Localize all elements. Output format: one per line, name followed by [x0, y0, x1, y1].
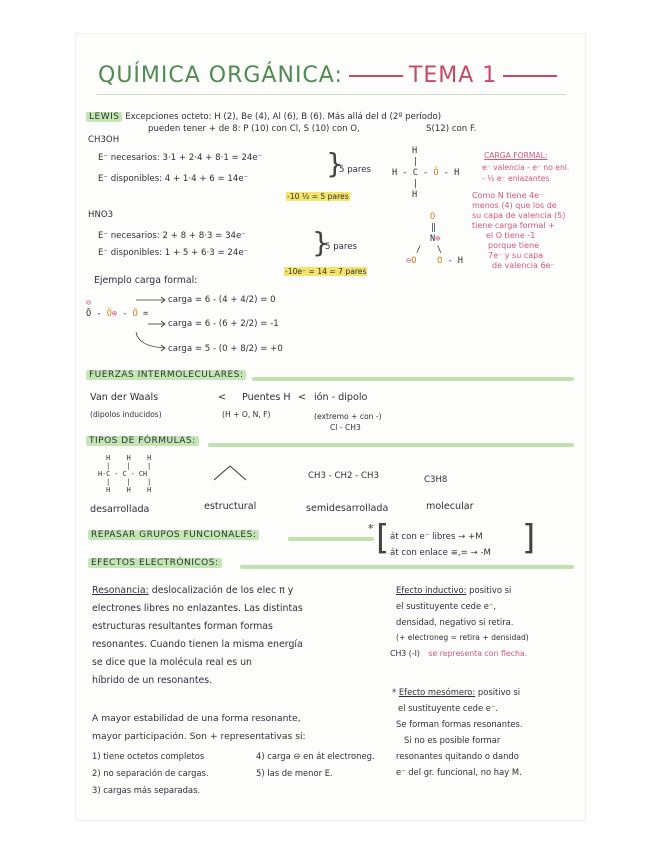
formulas-heading-text: TIPOS DE FÓRMULAS:	[86, 436, 199, 446]
list-right-0: 4) carga ⊖ en át electroneg.	[256, 751, 375, 761]
ozone-structure: ⊖ Ō - Ö⊕ - Ö =	[86, 298, 149, 319]
struct-main-row: H - C - Ö - H	[392, 168, 460, 178]
hno3-e-necesarios: E⁻ necesarios: 2 + 8 + 8·3 = 34e⁻	[98, 231, 246, 241]
carga-formula-1: carga = 6 - (4 + 4/2) = 0	[168, 295, 276, 305]
fuerza-lt-2: <	[298, 392, 307, 403]
grupos-bracket-left: [	[376, 518, 390, 558]
hno3-o-top: O	[430, 212, 436, 222]
efectos-heading-text: EFECTOS ELECTRÓNICOS:	[88, 558, 222, 568]
inductivo-line-1: el sustituyente cede e⁻,	[396, 601, 497, 611]
note-n-4: el O tiene -1	[486, 231, 536, 240]
inductivo-block	[396, 582, 529, 646]
inductivo-line-2: densidad, negativo si retira.	[396, 617, 514, 627]
inductivo-example	[390, 648, 527, 659]
note-n-6: 7e⁻ y su capa	[488, 251, 544, 260]
pares-1: 5 pares	[339, 165, 372, 175]
mesomero-line-0: * Efecto mesómero: positivo si	[392, 687, 521, 697]
grupos-bracket-right: ]	[522, 518, 536, 558]
list-left-0: 1) tiene octetos completos	[92, 751, 205, 761]
inductivo-text-0: positivo si	[469, 585, 512, 595]
grupos-heading-text: REPASAR GRUPOS FUNCIONALES:	[88, 530, 259, 540]
list-left	[92, 748, 209, 799]
title-dash-left	[349, 75, 403, 77]
list-left-1: 2) no separación de cargas.	[92, 768, 209, 778]
struct-bond-bottom: |	[413, 179, 419, 189]
fuerza-puentes: Puentes H	[242, 392, 291, 403]
lewis-line2	[148, 124, 360, 135]
efectos-heading	[88, 558, 222, 569]
carga-formal-1: e⁻ valencia - e⁻ no enl.	[482, 163, 570, 172]
resonancia-line-3: resonantes. Cuando tienen la misma energía	[92, 639, 303, 650]
lewis-label: LEWIS	[86, 112, 122, 122]
fuerza-lt-1: <	[218, 392, 227, 403]
formula-desarrollada: H H H | | | H-C - C - CH | | | H H H	[98, 454, 152, 494]
mesomero-line-3: Si no es posible formar	[404, 735, 501, 745]
mesomero-line-2: Se forman formas resonantes.	[396, 719, 523, 729]
mesomero-line-4: resonantes quitando o dando	[396, 751, 519, 761]
note-n-2: su capa de valencia (5)	[472, 211, 566, 220]
formula-label-molecular: molecular	[426, 501, 474, 512]
mayor-block	[92, 710, 306, 746]
pares-2-note	[284, 266, 367, 277]
lewis-line2b: S(12) con F.	[426, 124, 477, 134]
ch3oh-e-disponibles: E⁻ disponibles: 4 + 1·4 + 6 = 14e⁻	[98, 174, 249, 184]
mesomero-line-1: el sustituyente cede e⁻.	[398, 703, 499, 713]
resonancia-title: Resonancia:	[92, 585, 149, 596]
resonancia-line-5: híbrido de un resonantes.	[92, 675, 213, 686]
fuerzas-line	[252, 377, 574, 381]
list-right-1: 5) las de menor E.	[256, 768, 333, 778]
mayor-line-0: A mayor estabilidad de una forma resonante,	[92, 713, 301, 724]
lewis-exceptions: Excepciones octeto: H (2), Be (4), Al (6), B (6). Más allá del d (2º período)	[125, 112, 442, 122]
inductivo-ex-text: CH3 (-I)	[390, 649, 420, 658]
formula-semi: CH3 - CH2 - CH3	[308, 471, 379, 481]
hno3-bonds: / \	[416, 245, 442, 255]
formulas-line	[208, 443, 574, 447]
ejemplo-carga: Ejemplo carga formal:	[94, 275, 198, 286]
fuerza-ion-sub: (extremo + con -)	[314, 412, 382, 421]
ch3oh-e-necesarios: E⁻ necesarios: 3·1 + 2·4 + 8·1 = 24e⁻	[98, 153, 263, 163]
resonancia-block	[92, 582, 303, 690]
mesomero-text-0: positivo si	[477, 687, 521, 697]
fuerza-vdw-sub: (dipolos inducidos)	[90, 410, 162, 419]
formula-label-estructural: estructural	[204, 501, 257, 512]
struct-bond-top: |	[413, 157, 419, 167]
formula-label-semi: semidesarrollada	[306, 503, 389, 514]
title-underline	[96, 94, 566, 95]
inductivo-line-3: (+ electroneg = retira + densidad)	[396, 633, 529, 642]
note-n-0: Como N tiene 4e⁻	[472, 191, 544, 200]
resonancia-text-0: deslocalización de los elec π y	[151, 585, 294, 596]
carga-formula-2: carga = 6 - (6 + 2/2) = -1	[168, 319, 279, 329]
list-left-2: 3) cargas más separadas.	[92, 785, 201, 795]
note-n-3: tiene carga formal +	[472, 221, 555, 230]
fuerzas-heading-text: FUERZAS INTERMOLECULARES:	[86, 370, 246, 380]
grupos-star: *	[368, 522, 374, 535]
efectos-line	[240, 565, 574, 569]
notebook-page	[76, 34, 585, 820]
resonancia-line-4: se dice que la molécula real es un	[92, 657, 252, 668]
formulas-heading	[86, 436, 199, 447]
resonancia-line-2: estructuras resultantes forman formas	[92, 621, 273, 632]
lewis-line1	[86, 112, 441, 123]
pares-1-note-text: -10 ½ = 5 pares	[287, 192, 349, 201]
resonancia-line-1: electrones libres no enlazantes. Las distintas	[92, 603, 303, 614]
fuerza-puentes-sub: (H + O, N, F)	[222, 410, 271, 419]
formula-label-desarrollada: desarrollada	[90, 504, 150, 515]
grupos-heading	[88, 530, 259, 541]
lewis-line2-text: pueden tener + de 8: P (10) con Cl, S (10) con O,	[148, 124, 360, 134]
hno3-double-bond: ‖	[431, 223, 437, 233]
ch3oh-label: CH3OH	[88, 135, 120, 145]
mayor-line-1: mayor participación. Son + representativas si:	[92, 731, 306, 742]
note-n	[472, 191, 565, 271]
resonancia-line-0	[92, 582, 303, 600]
hno3-label: HNO3	[88, 210, 114, 220]
mesomero-block	[392, 684, 523, 780]
fuerza-ion-sub2: Cl - CH3	[330, 423, 361, 432]
mesomero-title: Efecto mesómero:	[398, 687, 476, 697]
struct-h-bottom: H	[412, 190, 418, 200]
grupos-line-2: át con enlace ≡,= → -M	[390, 548, 491, 558]
page-title	[98, 62, 563, 90]
pares-2: 5 pares	[325, 242, 358, 252]
ch3oh-structure	[392, 146, 459, 201]
carga-formula-3: carga = 5 - (0 + 8/2) = +0	[168, 344, 283, 354]
fuerza-vdw: Van der Waals	[90, 392, 159, 403]
fuerza-ion-dipolo: ión - dipolo	[314, 392, 368, 403]
fuerzas-heading	[86, 370, 246, 381]
formula-estructural-zigzag	[212, 462, 252, 484]
mesomero-line-5: e⁻ del gr. funcional, no hay M.	[396, 767, 522, 777]
pares-1-note	[286, 191, 350, 202]
list-right	[256, 748, 375, 782]
hno3-structure	[406, 212, 463, 267]
struct-h-top: H	[412, 146, 418, 156]
hno3-e-disponibles: E⁻ disponibles: 1 + 5 + 6·3 = 24e⁻	[98, 248, 249, 258]
hno3-bottom-row: ⊖O O - H	[406, 256, 463, 266]
grupos-line	[288, 537, 374, 541]
inductivo-title: Efecto inductivo:	[396, 585, 467, 595]
carga-formal-label: CARGA FORMAL:	[484, 151, 548, 160]
note-n-1: menos (4) que los de	[472, 201, 557, 210]
inductivo-flecha: se representa con flecha.	[428, 649, 528, 658]
formula-molecular: C3H8	[424, 475, 448, 485]
pares-2-note-text: -10e⁻ = 14 = 7 pares	[285, 267, 367, 276]
brace-2: }	[312, 226, 330, 259]
carga-formal-2: - ½ e⁻ enlazantes	[482, 174, 550, 183]
hno3-n: N⊕	[430, 234, 441, 244]
title-main: QUÍMICA ORGÁNICA:	[98, 63, 343, 88]
grupos-line-1: át con e⁻ libres → +M	[390, 532, 483, 542]
brace-1: }	[326, 147, 344, 180]
note-n-7: de valencia 6e⁻	[492, 261, 555, 270]
title-tema: TEMA 1	[408, 63, 498, 88]
note-n-5: porque tiene	[488, 241, 540, 250]
inductivo-line-0	[396, 582, 529, 598]
title-dash-right	[503, 75, 557, 77]
